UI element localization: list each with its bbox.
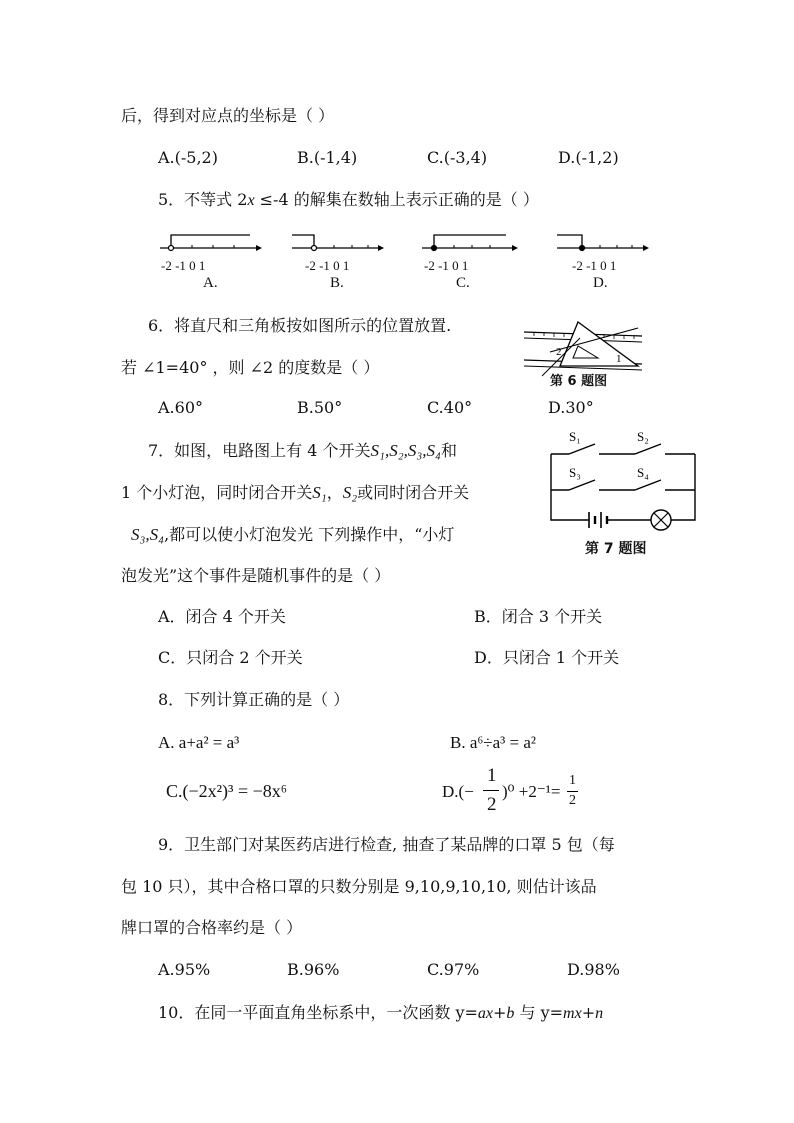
q9-option-c[interactable]: C.97% [427, 960, 480, 979]
q7-option-c[interactable]: C．只闭合 2 个开关 [158, 648, 303, 667]
angle-1-label: 1 [616, 353, 622, 365]
switch-s3-label: S₃ [569, 465, 581, 480]
q4-option-b[interactable]: B.(-1,4) [297, 148, 358, 167]
q8-option-b[interactable]: B. a⁶÷a³ = a² [450, 733, 537, 752]
q7-option-a[interactable]: A．闭合 4 个开关 [158, 607, 286, 626]
q5-numberline-a[interactable]: -2 -1 0 1 A. [158, 228, 268, 288]
fraction-bar [483, 790, 499, 791]
angle-2-label: 2 [556, 346, 562, 358]
q9-option-b[interactable]: B.96% [287, 960, 340, 979]
q8-stem: 8．下列计算正确的是（ ） [158, 690, 350, 709]
switch-s4-label: S₄ [637, 465, 649, 480]
switch-s1-label: S₁ [569, 429, 581, 444]
fraction-bar [567, 791, 578, 792]
q8-option-a[interactable]: A. a+a² = a³ [158, 733, 240, 752]
q7-figure-caption: 第 7 题图 [585, 541, 647, 557]
q10-stem-line1: 10．在同一平面直角坐标系中，一次函数 y=ax+b 与 y=mx+n [158, 1003, 604, 1022]
q9-option-d[interactable]: D.98% [567, 960, 620, 979]
q5-numberline-b[interactable]: -2 -1 0 1 B. [290, 228, 400, 288]
q7-figure [543, 428, 703, 568]
q7-option-d[interactable]: D．只闭合 1 个开关 [474, 648, 620, 667]
q5-stem: 5．不等式 2x ≤-4 的解集在数轴上表示正确的是（ ） [158, 190, 539, 209]
q4-option-d[interactable]: D.(-1,2) [558, 148, 619, 167]
q7-stem-line1: 7．如图，电路图上有 4 个开关S₁,S₂,S₃,S₄和 [148, 441, 457, 460]
q9-option-a[interactable]: A.95% [158, 960, 211, 979]
q8-option-d[interactable]: D.(− 1 2 )⁰ +2⁻¹= 1 2 [442, 765, 576, 815]
q4-option-c[interactable]: C.(-3,4) [427, 148, 488, 167]
q9-stem-line2: 包 10 只），其中合格口罩的只数分别是 9,10,9,10,10, 则估计该品 [121, 877, 597, 896]
q7-stem-line2: 1 个小灯泡，同时闭合开关S₁，S₂或同时闭合开关 [121, 483, 470, 502]
q6-figure-caption: 第 6 题图 [550, 374, 608, 389]
q7-stem-line4: 泡发光”这个事件是随机事件的是（ ） [121, 566, 391, 585]
q6-stem-line2: 若 ∠1=40° ，则 ∠2 的度数是（ ） [121, 358, 380, 377]
q4-option-a[interactable]: A.(-5,2) [158, 148, 218, 167]
q9-stem-line1: 9．卫生部门对某医药店进行检查, 抽查了某品牌的口罩 5 包（每 [158, 835, 615, 854]
switch-s2-label: S₂ [637, 429, 649, 444]
q8-option-c[interactable]: C.(−2x²)³ = −8x⁶ [166, 781, 288, 801]
q6-option-a[interactable]: A.60° [158, 398, 203, 417]
q6-option-b[interactable]: B.50° [297, 398, 343, 417]
q5-numberline-c[interactable]: -2 -1 0 1 C. [420, 228, 530, 288]
q9-stem-line3: 牌口罩的合格率约是（ ） [121, 918, 303, 937]
q4-stem-tail: 后，得到对应点的坐标是（ ） [121, 106, 335, 125]
q5-numberline-d[interactable]: -2 -1 0 1 D. [555, 228, 665, 288]
q7-option-b[interactable]: B．闭合 3 个开关 [474, 607, 603, 626]
q6-stem-line1: 6．将直尺和三角板按如图所示的位置放置. [148, 316, 452, 335]
q6-figure [520, 318, 645, 393]
q7-stem-line3: S₃,S₄,都可以使小灯泡发光 下列操作中，“小灯 [131, 525, 455, 544]
q6-option-d[interactable]: D.30° [548, 398, 594, 417]
q6-option-c[interactable]: C.40° [427, 398, 473, 417]
